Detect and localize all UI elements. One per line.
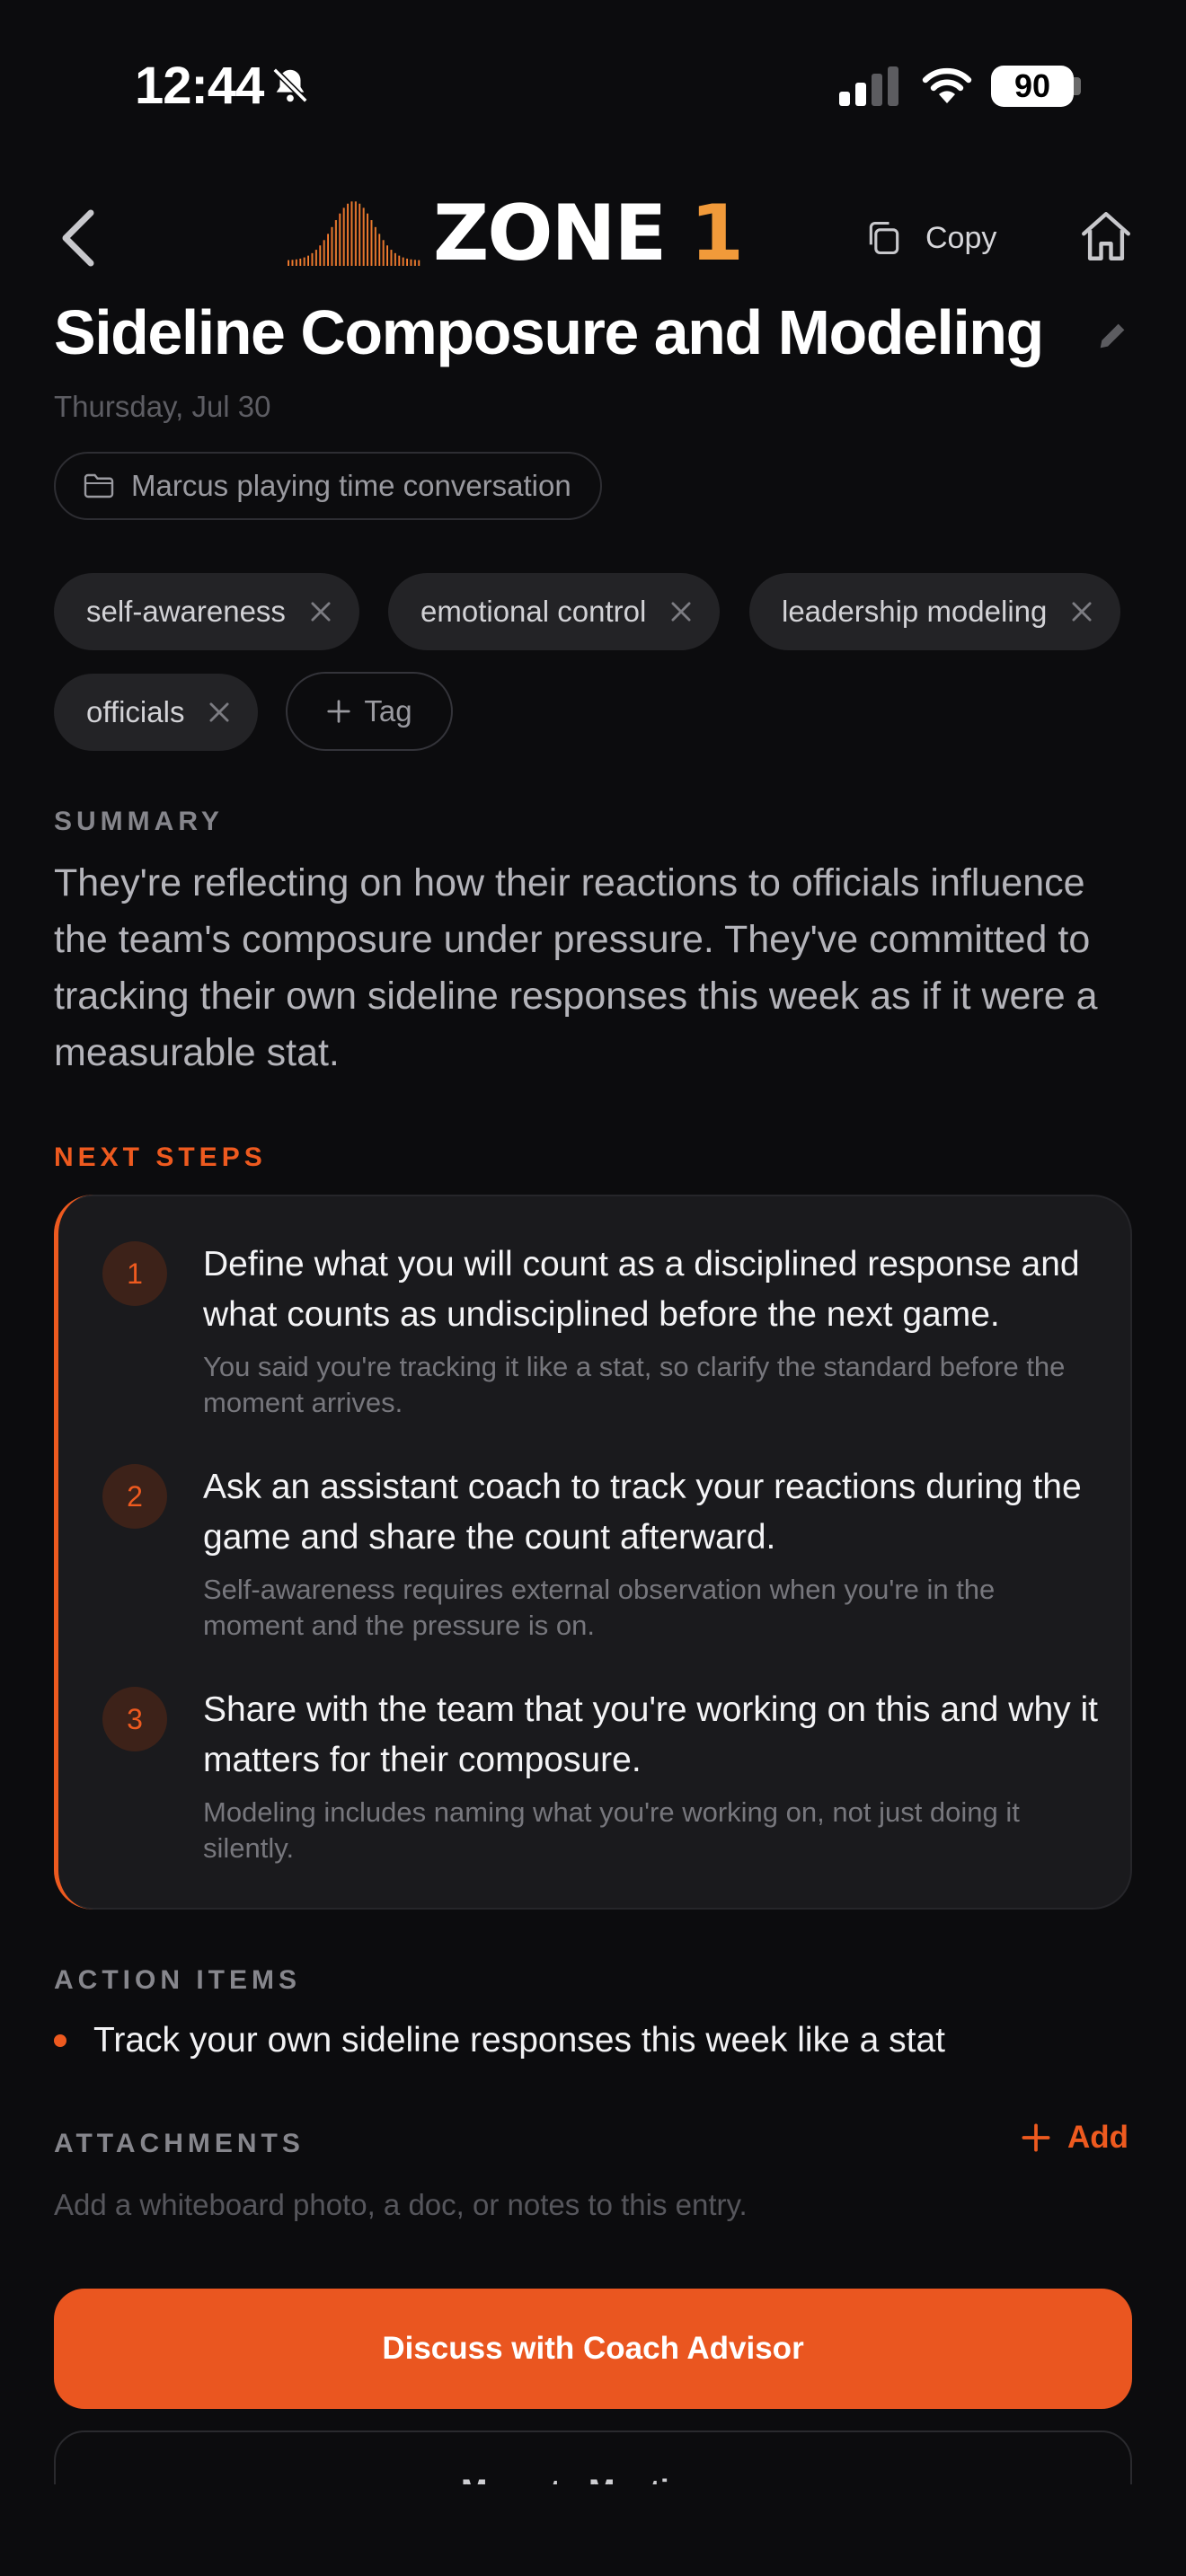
- summary-text: They're reflecting on how their reactions to officials influence the team's composure under pressure. They've committed to tracking their own sideline responses this week as if it were a measurable stat.: [54, 861, 1098, 1074]
- next-step-item: [102, 1196, 1091, 1421]
- logo-wave-bar: [394, 253, 396, 266]
- next-step-item: [102, 1642, 1098, 1866]
- logo-wave-bar: [319, 245, 321, 266]
- step-title: Define what you will count as a disciplined response and what counts as undisciplined before the next game.: [203, 1245, 1080, 1334]
- add-tag-label: Tag: [364, 694, 412, 728]
- plus-icon: [1021, 2122, 1051, 2153]
- action-item-text: Track your own sideline responses this week like a stat: [93, 2021, 945, 2060]
- logo-wave-bar: [355, 201, 357, 266]
- logo-wave-bar: [403, 258, 404, 266]
- logo-wave-bar: [315, 250, 317, 266]
- discuss-with-coach-advisor-button[interactable]: Discuss with Coach Advisor: [54, 2289, 1132, 2409]
- add-tag-button[interactable]: [286, 672, 453, 751]
- cellular-signal-icon: [839, 66, 900, 106]
- logo-wave-bar: [291, 260, 293, 266]
- summary-heading: SUMMARY: [54, 807, 224, 836]
- back-chevron-icon[interactable]: [56, 207, 101, 269]
- logo-wave-bar: [375, 227, 376, 266]
- remove-tag-icon[interactable]: [1070, 600, 1093, 623]
- logo-wave-bar: [410, 260, 412, 266]
- logo-wave-bar: [311, 253, 313, 266]
- entry-title: Sideline Composure and Modeling: [54, 297, 1043, 367]
- step-number: 3: [102, 1687, 167, 1751]
- next-steps-card: [54, 1195, 1132, 1910]
- logo-wave-bar: [390, 250, 392, 266]
- action-item[interactable]: [54, 2021, 945, 2060]
- logo-wordmark: [433, 189, 742, 278]
- next-step-item: [102, 1419, 1091, 1644]
- remove-tag-icon[interactable]: [208, 701, 231, 724]
- tag-emotional-control[interactable]: [388, 573, 720, 650]
- logo-wave-bar: [288, 260, 289, 266]
- logo-wave-bar: [307, 256, 309, 266]
- step-title: Ask an assistant coach to track your reactions during the game and share the count afterward.: [203, 1468, 1082, 1557]
- logo-wave-bar: [339, 214, 341, 266]
- logo-wave-bar: [331, 227, 332, 266]
- logo-wave-bar: [296, 260, 297, 266]
- tag-self-awareness[interactable]: [54, 573, 359, 650]
- logo-wave-bar: [347, 204, 349, 266]
- logo-wave-bar: [343, 207, 345, 266]
- logo-wave-bar: [378, 234, 380, 266]
- pencil-edit-icon[interactable]: [1094, 318, 1130, 354]
- step-note: Self-awareness requires external observation when you're in the moment and the pressure is on.: [203, 1574, 996, 1641]
- tag-leadership-modeling[interactable]: [749, 573, 1120, 650]
- step-note: Modeling includes naming what you're working on, not just doing it silently.: [203, 1796, 1020, 1864]
- plus-icon: [326, 699, 351, 724]
- entry-date: Thursday, Jul 30: [54, 390, 271, 423]
- tag-label: officials: [86, 695, 185, 728]
- logo-wave-bar: [386, 245, 388, 266]
- battery-cap: [1074, 77, 1081, 95]
- folder-icon: [83, 472, 115, 499]
- wifi-icon: [920, 63, 974, 108]
- attachments-heading: ATTACHMENTS: [54, 2129, 305, 2158]
- logo-number: 1: [690, 189, 742, 278]
- copy-icon: [864, 218, 904, 258]
- bell-muted-icon: [270, 65, 311, 106]
- tag-officials[interactable]: [54, 674, 258, 751]
- step-number: 2: [102, 1464, 167, 1529]
- add-attachment-button[interactable]: [1021, 2120, 1128, 2156]
- step-note: You said you're tracking it like a stat, so clarify the standard before the moment arrives.: [203, 1351, 1066, 1418]
- logo-wave-bar: [418, 260, 420, 266]
- logo-wave-bar: [398, 256, 400, 266]
- add-attachment-label: Add: [1067, 2120, 1129, 2155]
- logo-wave-bar: [327, 234, 329, 266]
- logo-wave-bar: [370, 220, 372, 266]
- attachments-hint: Add a whiteboard photo, a doc, or notes to this entry.: [54, 2188, 748, 2221]
- logo-word: ZONE: [433, 189, 666, 278]
- home-icon[interactable]: [1076, 207, 1136, 266]
- remove-tag-icon[interactable]: [669, 600, 693, 623]
- logo-wave-bar: [367, 214, 368, 266]
- logo-wave-bar: [406, 259, 408, 266]
- logo-wave-bar: [358, 204, 360, 266]
- logo-wave-bar: [323, 240, 325, 266]
- logo-wave-bar: [363, 207, 365, 266]
- soundwave-logo-icon: [284, 198, 428, 269]
- copy-button[interactable]: [864, 214, 996, 262]
- status-time: 12:44: [135, 57, 264, 115]
- bullet-dot: [54, 2034, 66, 2047]
- bottom-safe-area: [0, 2484, 1186, 2576]
- logo-wave-bar: [335, 220, 337, 266]
- step-number: 1: [102, 1241, 167, 1306]
- remove-tag-icon[interactable]: [309, 600, 332, 623]
- logo-wave-bar: [350, 201, 352, 266]
- status-bar: [0, 0, 1186, 171]
- app-logo: [284, 189, 742, 278]
- logo-wave-bar: [414, 260, 416, 266]
- logo-wave-bar: [304, 258, 305, 266]
- tag-label: emotional control: [420, 595, 647, 628]
- folder-chip[interactable]: [54, 452, 602, 520]
- next-steps-heading: NEXT STEPS: [54, 1142, 267, 1172]
- folder-label: Marcus playing time conversation: [131, 469, 571, 502]
- copy-label: Copy: [925, 220, 997, 255]
- step-title: Share with the team that you're working on this and why it matters for their composure.: [203, 1690, 1098, 1779]
- tag-label: leadership modeling: [782, 595, 1048, 628]
- logo-wave-bar: [383, 240, 385, 266]
- action-items-heading: ACTION ITEMS: [54, 1965, 301, 1995]
- battery-level: 90: [991, 66, 1074, 107]
- logo-wave-bar: [299, 259, 301, 266]
- tag-label: self-awareness: [86, 595, 286, 628]
